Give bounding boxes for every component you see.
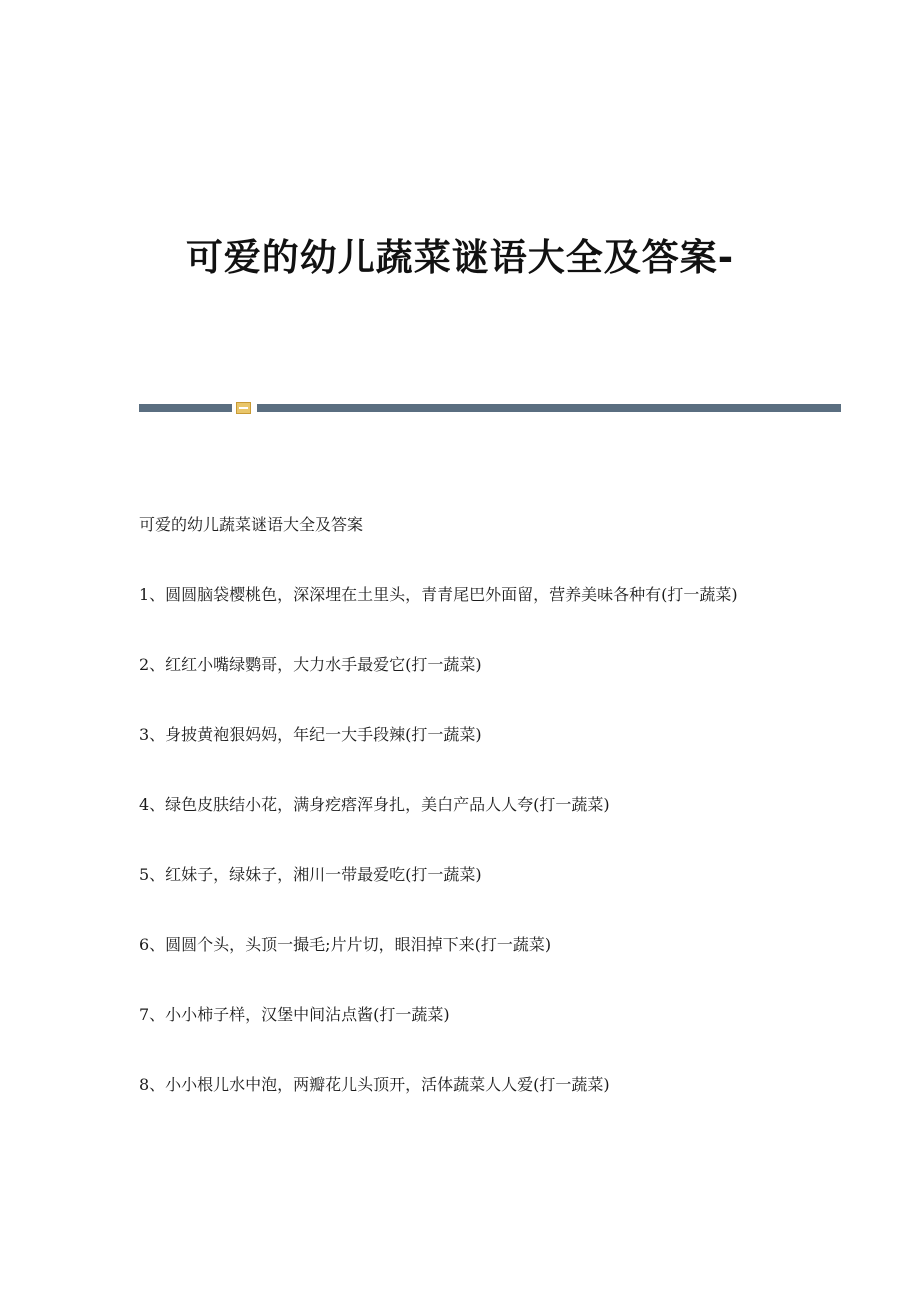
riddle-item-7: 7、小小柿子样，汉堡中间沾点酱(打一蔬菜) [139,1005,450,1024]
divider-emblem-icon [236,402,251,414]
divider-bar-left [139,404,232,412]
riddle-item-1: 1、圆圆脑袋樱桃色，深深埋在土里头，青青尾巴外面留，营养美味各种有(打一蔬菜) [139,585,738,604]
riddle-item-6: 6、圆圆个头，头顶一撮毛;片片切，眼泪掉下来(打一蔬菜) [139,935,552,954]
riddle-item-2: 2、红红小嘴绿鹦哥，大力水手最爱它(打一蔬菜) [139,655,482,674]
document-body [139,507,799,1137]
page-title: 可爱的幼儿蔬菜谜语大全及答案- [185,236,735,279]
divider-bar-right [257,404,841,412]
riddle-item-8: 8、小小根儿水中泡，两瓣花儿头顶开，活体蔬菜人人爱(打一蔬菜) [139,1075,610,1094]
riddle-item-3: 3、身披黄袍狠妈妈，年纪一大手段辣(打一蔬菜) [139,725,482,744]
riddle-item-4: 4、绿色皮肤结小花，满身疙瘩浑身扎，美白产品人人夸(打一蔬菜) [139,795,610,814]
title-divider [139,402,841,414]
section-heading: 可爱的幼儿蔬菜谜语大全及答案 [139,515,364,534]
riddle-item-5: 5、红妹子，绿妹子，湘川一带最爱吃(打一蔬菜) [139,865,482,884]
